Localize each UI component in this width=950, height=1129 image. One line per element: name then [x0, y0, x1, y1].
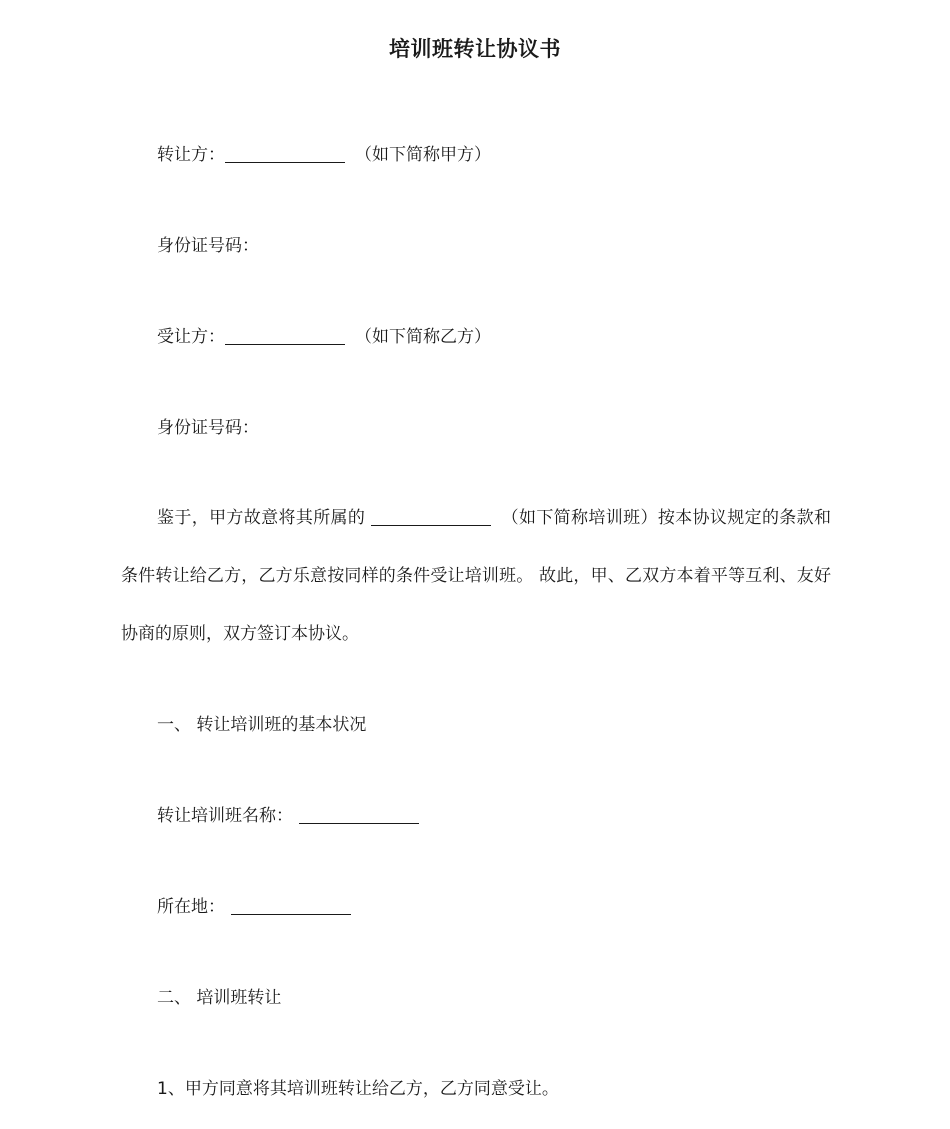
clause-1: 1、甲方同意将其培训班转让给乙方，乙方同意受让。 — [157, 1079, 559, 1099]
transferee-line — [157, 323, 491, 351]
class-name-blank[interactable] — [299, 805, 419, 824]
transferee-note: （如下简称乙方） — [355, 327, 491, 347]
preamble-paragraph — [121, 489, 831, 663]
transferor-line — [157, 141, 491, 169]
preamble-end: （如下简称培训班）按本协议规定的条款和条件转让给乙方，乙方乐意按同样的条件受让培训班。 故此，甲、乙双方本着平等互利、友好协商的原则，双方签订本协议。 — [121, 508, 832, 644]
transferee-label: 受让方： — [157, 327, 225, 347]
class-name-line — [157, 802, 419, 830]
preamble-start: 鉴于，甲方故意将其所属的 — [157, 508, 366, 528]
transferor-id-label: 身份证号码： — [157, 236, 259, 256]
transferor-id-line — [157, 232, 259, 260]
section-2-heading: 二、 培训班转让 — [157, 988, 282, 1008]
preamble-blank[interactable] — [371, 507, 491, 526]
transferor-label: 转让方： — [157, 145, 225, 165]
location-label: 所在地： — [157, 897, 225, 917]
location-blank[interactable] — [231, 896, 351, 915]
section-1-heading: 一、 转让培训班的基本状况 — [157, 715, 367, 735]
document-title: 培训班转让协议书 — [389, 37, 561, 61]
class-name-label: 转让培训班名称： — [157, 806, 293, 826]
location-line — [157, 893, 351, 921]
transferee-blank[interactable] — [225, 326, 345, 345]
transferee-id-line — [157, 414, 259, 442]
transferor-blank[interactable] — [225, 144, 345, 163]
transferor-note: （如下简称甲方） — [355, 145, 491, 165]
transferee-id-label: 身份证号码： — [157, 418, 259, 438]
